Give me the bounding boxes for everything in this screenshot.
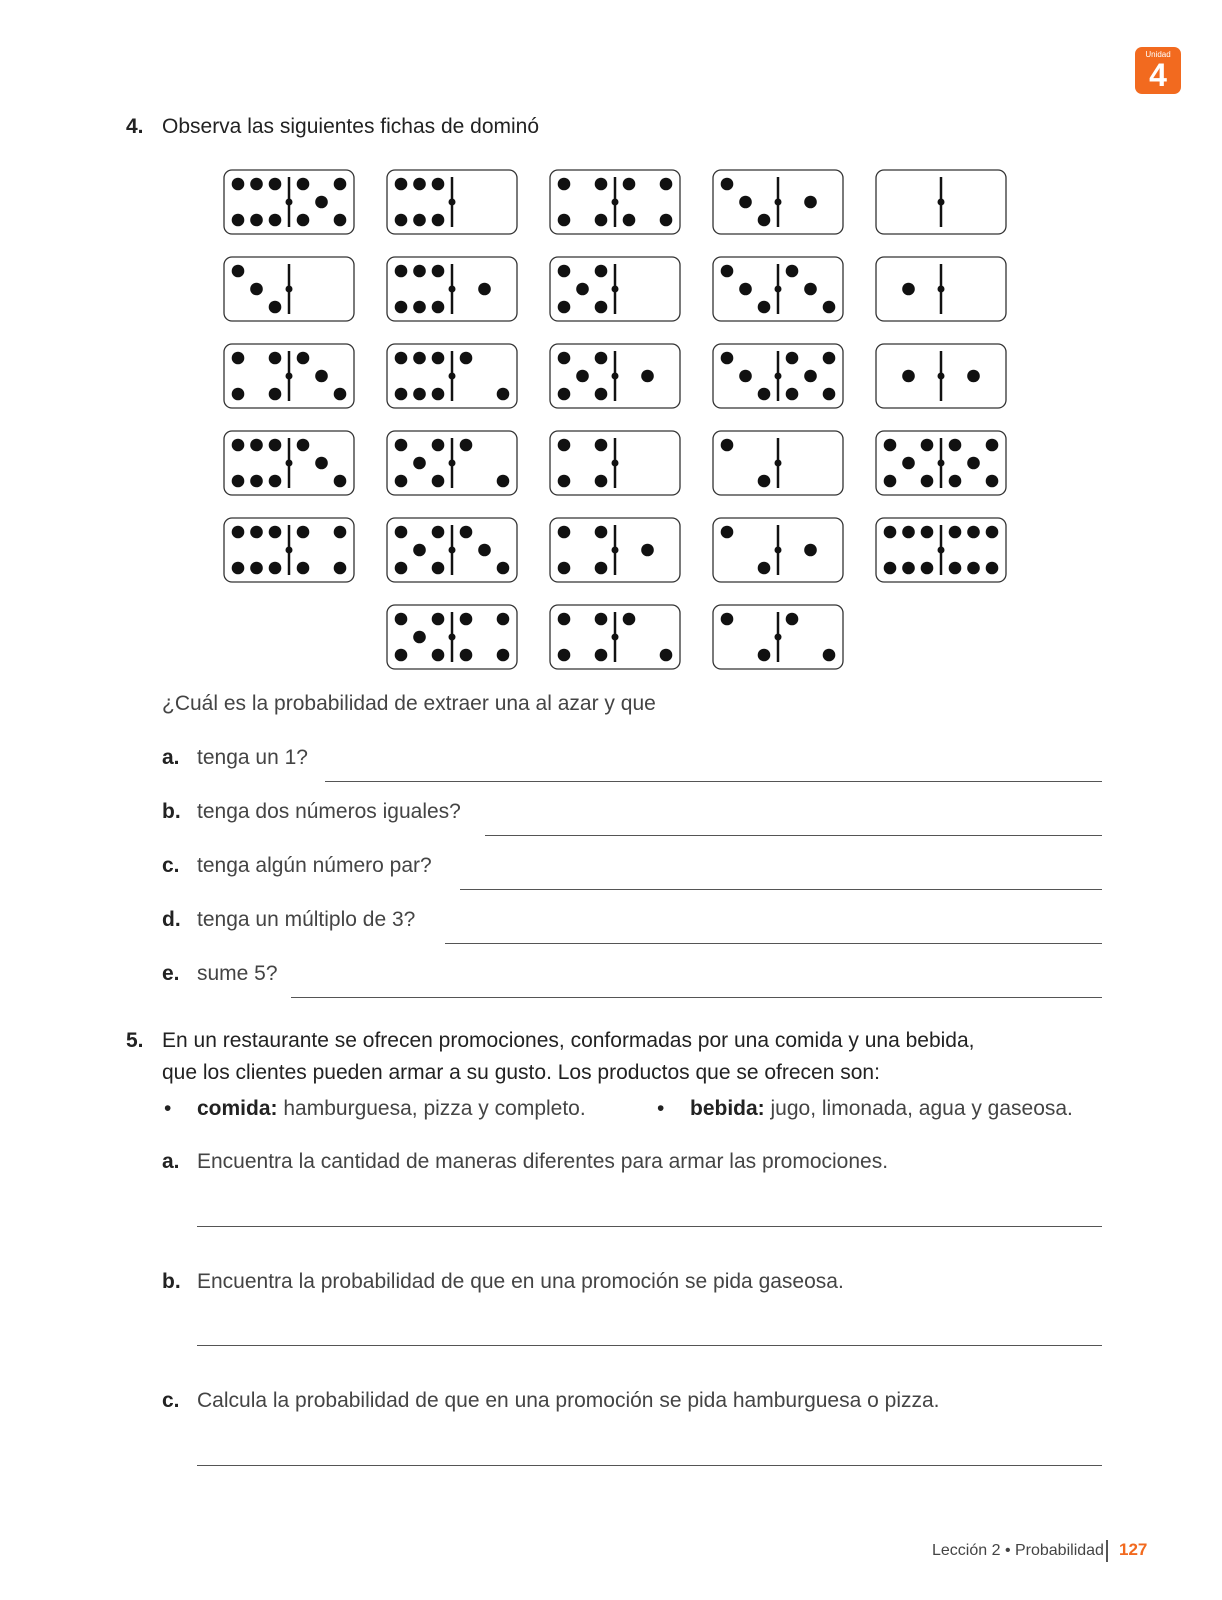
domino-pip	[921, 475, 934, 488]
footer-separator	[1106, 1540, 1108, 1562]
domino-tile	[713, 431, 843, 495]
domino-pip	[623, 613, 636, 626]
domino-pip	[413, 214, 426, 227]
domino-pip	[786, 388, 799, 401]
domino-center-pin	[612, 460, 619, 467]
domino-pip	[576, 283, 589, 296]
q4-prompt: Observa las siguientes fichas de dominó	[162, 115, 540, 138]
q4-item-c-letter: c.	[162, 854, 180, 877]
domino-pip	[297, 526, 310, 539]
domino-center-pin	[449, 286, 456, 293]
domino-pip	[250, 475, 263, 488]
domino-center-pin	[612, 373, 619, 380]
domino-pip	[786, 352, 799, 365]
domino-tile	[387, 431, 517, 495]
domino-center-pin	[775, 286, 782, 293]
domino-pip	[334, 526, 347, 539]
domino-pip	[250, 214, 263, 227]
domino-pip	[558, 301, 571, 314]
domino-center-pin	[775, 547, 782, 554]
domino-tile	[713, 518, 843, 582]
q4-item-d-letter: d.	[162, 908, 181, 931]
domino-pip	[250, 439, 263, 452]
domino-tile	[713, 605, 843, 669]
domino-pip	[460, 439, 473, 452]
q4-item-a-letter: a.	[162, 746, 180, 769]
unit-label: Unidad	[1145, 50, 1171, 59]
domino-pip	[297, 178, 310, 191]
domino-tile	[876, 518, 1006, 582]
q5-item-a-letter: a.	[162, 1150, 180, 1173]
domino-pip	[232, 352, 245, 365]
q4-question: ¿Cuál es la probabilidad de extraer una al azar y que	[162, 692, 656, 715]
domino-pip	[395, 439, 408, 452]
domino-pip	[758, 475, 771, 488]
domino-pip	[739, 283, 752, 296]
domino-pip	[986, 475, 999, 488]
domino-pip	[269, 352, 282, 365]
domino-pip	[432, 649, 445, 662]
domino-pip	[949, 475, 962, 488]
domino-pip	[432, 562, 445, 575]
domino-tile	[387, 605, 517, 669]
domino-tile	[224, 257, 354, 321]
domino-pip	[884, 439, 897, 452]
q5-item-b-letter: b.	[162, 1270, 181, 1293]
domino-grid	[0, 0, 1222, 700]
q4-answer-line-c[interactable]	[460, 889, 1102, 890]
domino-pip	[413, 388, 426, 401]
domino-pip	[721, 265, 734, 278]
domino-pip	[967, 457, 980, 470]
food-items: hamburguesa, pizza y completo.	[283, 1097, 586, 1120]
domino-tile	[224, 170, 354, 234]
domino-pip	[902, 526, 915, 539]
q4-number: 4.	[126, 115, 144, 138]
domino-pip	[558, 265, 571, 278]
domino-pip	[739, 196, 752, 209]
domino-pip	[967, 526, 980, 539]
domino-pip	[413, 544, 426, 557]
domino-pip	[497, 649, 510, 662]
domino-tile	[224, 518, 354, 582]
q4-item-d-text: tenga un múltiplo de 3?	[197, 908, 416, 931]
domino-pip	[497, 613, 510, 626]
domino-pip	[823, 301, 836, 314]
domino-center-pin	[286, 199, 293, 206]
domino-pip	[558, 214, 571, 227]
domino-pip	[558, 613, 571, 626]
domino-tile	[876, 170, 1006, 234]
domino-pip	[902, 283, 915, 296]
drink-bullet: •	[657, 1097, 665, 1120]
domino-pip	[432, 613, 445, 626]
domino-tile	[550, 170, 680, 234]
domino-pip	[413, 631, 426, 644]
domino-pip	[297, 562, 310, 575]
drink-items: jugo, limonada, agua y gaseosa.	[770, 1097, 1073, 1120]
domino-pip	[823, 649, 836, 662]
domino-pip	[595, 214, 608, 227]
domino-pip	[334, 475, 347, 488]
domino-pip	[595, 178, 608, 191]
domino-center-pin	[938, 547, 945, 554]
domino-pip	[595, 649, 608, 662]
domino-pip	[432, 439, 445, 452]
domino-center-pin	[612, 547, 619, 554]
domino-pip	[269, 178, 282, 191]
domino-pip	[413, 457, 426, 470]
domino-pip	[558, 439, 571, 452]
food-list	[197, 1097, 586, 1121]
domino-pip	[432, 265, 445, 278]
domino-pip	[758, 562, 771, 575]
domino-pip	[432, 526, 445, 539]
domino-pip	[558, 352, 571, 365]
q5-item-c-letter: c.	[162, 1389, 180, 1412]
domino-pip	[595, 388, 608, 401]
domino-pip	[558, 178, 571, 191]
unit-number: 4	[1149, 57, 1167, 93]
domino-pip	[558, 649, 571, 662]
domino-tile	[550, 344, 680, 408]
domino-center-pin	[938, 460, 945, 467]
domino-center-pin	[286, 547, 293, 554]
domino-pip	[758, 388, 771, 401]
domino-pip	[595, 562, 608, 575]
domino-pip	[595, 352, 608, 365]
domino-pip	[721, 613, 734, 626]
domino-center-pin	[612, 199, 619, 206]
q5-answer-line-a[interactable]	[197, 1226, 1102, 1227]
drink-label: bebida:	[690, 1097, 765, 1120]
domino-pip	[334, 388, 347, 401]
q5-answer-line-b[interactable]	[197, 1345, 1102, 1346]
drink-list	[690, 1097, 1073, 1121]
domino-pip	[721, 526, 734, 539]
domino-pip	[758, 649, 771, 662]
domino-pip	[902, 562, 915, 575]
domino-pip	[269, 301, 282, 314]
domino-pip	[739, 370, 752, 383]
domino-pip	[967, 562, 980, 575]
domino-center-pin	[775, 199, 782, 206]
domino-pip	[460, 613, 473, 626]
q5-line1: En un restaurante se ofrecen promociones, conformadas por una comida y una bebida,	[162, 1029, 975, 1052]
domino-pip	[595, 475, 608, 488]
domino-center-pin	[286, 286, 293, 293]
domino-pip	[413, 178, 426, 191]
q4-item-b-letter: b.	[162, 800, 181, 823]
food-label: comida:	[197, 1097, 278, 1120]
domino-pip	[478, 283, 491, 296]
domino-pip	[660, 649, 673, 662]
domino-pip	[497, 562, 510, 575]
domino-pip	[395, 613, 408, 626]
domino-tile	[713, 344, 843, 408]
domino-center-pin	[938, 286, 945, 293]
domino-pip	[641, 544, 654, 557]
domino-pip	[949, 439, 962, 452]
domino-pip	[432, 388, 445, 401]
domino-pip	[595, 265, 608, 278]
domino-pip	[804, 196, 817, 209]
q4-item-b-text: tenga dos números iguales?	[197, 800, 461, 823]
domino-pip	[949, 562, 962, 575]
domino-pip	[413, 301, 426, 314]
domino-pip	[721, 178, 734, 191]
domino-pip	[395, 352, 408, 365]
domino-center-pin	[449, 634, 456, 641]
domino-pip	[269, 439, 282, 452]
domino-pip	[269, 388, 282, 401]
domino-pip	[232, 214, 245, 227]
domino-pip	[395, 475, 408, 488]
domino-pip	[641, 370, 654, 383]
domino-pip	[315, 457, 328, 470]
domino-pip	[660, 178, 673, 191]
domino-tile	[387, 344, 517, 408]
domino-pip	[967, 370, 980, 383]
domino-pip	[497, 388, 510, 401]
domino-pip	[758, 301, 771, 314]
domino-tile	[387, 257, 517, 321]
domino-pip	[595, 439, 608, 452]
q5-number: 5.	[126, 1029, 144, 1052]
domino-pip	[432, 475, 445, 488]
domino-center-pin	[775, 460, 782, 467]
domino-pip	[413, 265, 426, 278]
domino-pip	[804, 283, 817, 296]
domino-pip	[297, 352, 310, 365]
domino-pip	[232, 178, 245, 191]
domino-tile	[876, 344, 1006, 408]
domino-tile	[713, 170, 843, 234]
domino-pip	[460, 526, 473, 539]
domino-pip	[250, 283, 263, 296]
domino-center-pin	[449, 460, 456, 467]
domino-pip	[623, 178, 636, 191]
domino-pip	[432, 214, 445, 227]
domino-center-pin	[938, 199, 945, 206]
domino-pip	[432, 352, 445, 365]
domino-pip	[986, 439, 999, 452]
domino-pip	[232, 526, 245, 539]
domino-pip	[334, 562, 347, 575]
domino-pip	[884, 562, 897, 575]
domino-pip	[250, 562, 263, 575]
domino-pip	[884, 475, 897, 488]
domino-pip	[395, 178, 408, 191]
domino-tile	[876, 431, 1006, 495]
domino-pip	[395, 562, 408, 575]
domino-pip	[232, 475, 245, 488]
domino-tile	[387, 518, 517, 582]
domino-pip	[804, 370, 817, 383]
domino-pip	[460, 649, 473, 662]
domino-pip	[334, 214, 347, 227]
domino-pip	[721, 352, 734, 365]
domino-pip	[558, 388, 571, 401]
domino-pip	[395, 265, 408, 278]
domino-pip	[395, 526, 408, 539]
domino-tile	[550, 431, 680, 495]
domino-pip	[395, 214, 408, 227]
domino-pip	[315, 370, 328, 383]
domino-center-pin	[449, 199, 456, 206]
domino-pip	[902, 370, 915, 383]
domino-pip	[432, 178, 445, 191]
domino-center-pin	[449, 547, 456, 554]
domino-pip	[269, 214, 282, 227]
domino-pip	[921, 526, 934, 539]
q4-item-a-text: tenga un 1?	[197, 746, 308, 769]
domino-pip	[786, 265, 799, 278]
q4-answer-line-e[interactable]	[291, 997, 1102, 998]
q5-item-c-text: Calcula la probabilidad de que en una promoción se pida hamburguesa o pizza.	[197, 1389, 940, 1412]
domino-pip	[623, 214, 636, 227]
domino-pip	[269, 562, 282, 575]
domino-center-pin	[612, 634, 619, 641]
domino-pip	[497, 475, 510, 488]
footer-lesson: Lección 2 • Probabilidad	[932, 1542, 1104, 1559]
domino-pip	[884, 526, 897, 539]
q5-line2: que los clientes pueden armar a su gusto. Los productos que se ofrecen son:	[162, 1061, 880, 1084]
domino-pip	[576, 370, 589, 383]
domino-tile	[387, 170, 517, 234]
domino-tile	[713, 257, 843, 321]
domino-pip	[804, 544, 817, 557]
domino-pip	[232, 265, 245, 278]
domino-pip	[758, 214, 771, 227]
domino-tile	[224, 344, 354, 408]
domino-center-pin	[775, 634, 782, 641]
domino-pip	[949, 526, 962, 539]
domino-tile	[224, 431, 354, 495]
domino-pip	[558, 475, 571, 488]
q5-item-b-text: Encuentra la probabilidad de que en una promoción se pida gaseosa.	[197, 1270, 844, 1293]
q4-answer-line-d[interactable]	[445, 943, 1102, 944]
domino-pip	[921, 439, 934, 452]
domino-tile	[550, 605, 680, 669]
q4-answer-line-a[interactable]	[325, 781, 1102, 782]
domino-pip	[595, 613, 608, 626]
domino-tile	[550, 518, 680, 582]
domino-tile	[550, 257, 680, 321]
domino-pip	[232, 388, 245, 401]
domino-pip	[660, 214, 673, 227]
domino-center-pin	[938, 373, 945, 380]
domino-pip	[232, 562, 245, 575]
domino-pip	[250, 178, 263, 191]
domino-pip	[595, 301, 608, 314]
domino-pip	[297, 439, 310, 452]
q4-answer-line-b[interactable]	[485, 835, 1102, 836]
domino-pip	[269, 475, 282, 488]
domino-pip	[786, 613, 799, 626]
domino-center-pin	[286, 373, 293, 380]
domino-tile	[876, 257, 1006, 321]
domino-pip	[334, 178, 347, 191]
domino-pip	[269, 526, 282, 539]
domino-pip	[902, 457, 915, 470]
domino-center-pin	[612, 286, 619, 293]
domino-pip	[558, 562, 571, 575]
domino-center-pin	[286, 460, 293, 467]
domino-pip	[986, 526, 999, 539]
domino-pip	[395, 649, 408, 662]
domino-pip	[478, 544, 491, 557]
page-number: 127	[1119, 1540, 1148, 1559]
q4-item-c-text: tenga algún número par?	[197, 854, 432, 877]
domino-pip	[432, 301, 445, 314]
domino-pip	[595, 526, 608, 539]
domino-pip	[823, 352, 836, 365]
domino-pip	[460, 352, 473, 365]
domino-pip	[250, 526, 263, 539]
domino-pip	[315, 196, 328, 209]
domino-pip	[297, 214, 310, 227]
q4-item-e-letter: e.	[162, 962, 180, 985]
domino-center-pin	[449, 373, 456, 380]
domino-pip	[395, 388, 408, 401]
domino-pip	[558, 526, 571, 539]
domino-pip	[232, 439, 245, 452]
q5-item-a-text: Encuentra la cantidad de maneras diferentes para armar las promociones.	[197, 1150, 889, 1173]
domino-pip	[721, 439, 734, 452]
domino-pip	[413, 352, 426, 365]
domino-pip	[986, 562, 999, 575]
domino-center-pin	[775, 373, 782, 380]
domino-pip	[823, 388, 836, 401]
domino-pip	[395, 301, 408, 314]
q5-answer-line-c[interactable]	[197, 1465, 1102, 1466]
q4-item-e-text: sume 5?	[197, 962, 278, 985]
domino-pip	[921, 562, 934, 575]
food-bullet: •	[164, 1097, 172, 1120]
